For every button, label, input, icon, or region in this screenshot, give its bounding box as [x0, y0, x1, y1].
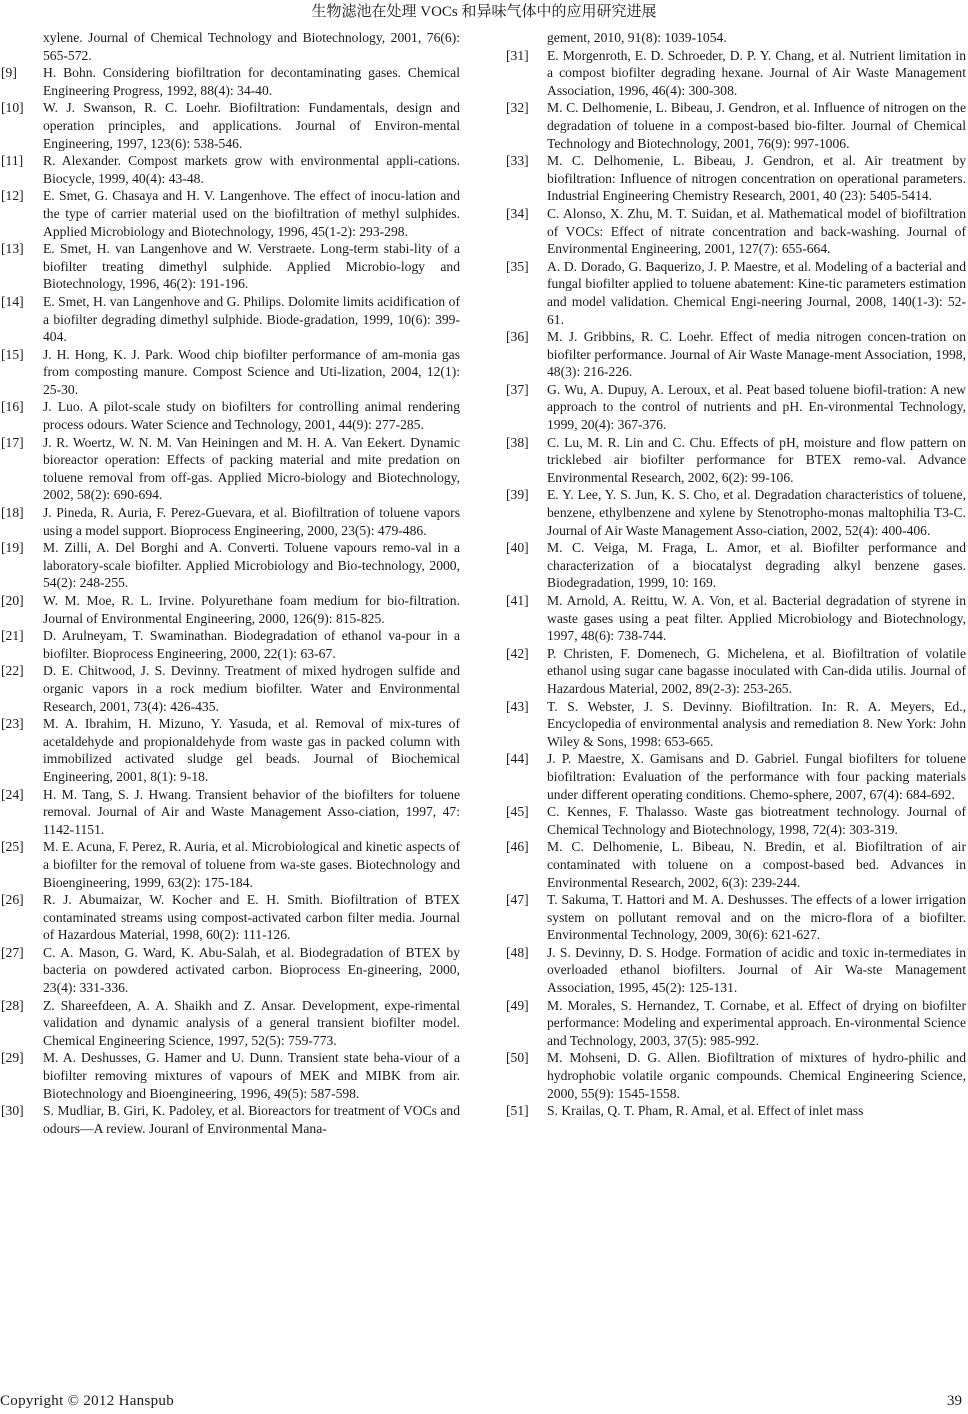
reference-number: [11]	[1, 153, 24, 169]
reference-number: [15]	[1, 346, 24, 362]
reference-text: D. E. Chitwood, J. S. Devinny. Treatment of mixed hydrogen sulfide and organic vapors in a rock medium biofilter. Water and Environmental Research, 2001, 73(4): 426-435.	[43, 663, 460, 714]
reference-text: M. C. Delhomenie, L. Bibeau, N. Bredin, et al. Biofiltration of air contaminated with toluene on a compost-based bed. Advances in Environmental Research, 2002, 6(3): 239-244.	[547, 839, 966, 890]
reference-entry	[0, 504, 460, 539]
reference-number: [35]	[506, 258, 529, 274]
reference-text: D. Arulneyam, T. Swaminathan. Biodegradation of ethanol va-pour in a biofilter. Bioprocess Engineering, 2000, 22(1): 63-67.	[43, 628, 460, 661]
reference-number: [32]	[506, 100, 529, 116]
reference-text: J. P. Maestre, X. Gamisans and D. Gabriel. Fungal biofilters for toluene biofiltration: Evaluation of the performance with four packing materials under different operating conditions. Chemo-sphere, 2007, 67(4): 684-692.	[547, 751, 966, 802]
reference-continuation: gement, 2010, 91(8): 1039-1054.	[547, 30, 727, 45]
reference-entry	[0, 346, 460, 399]
reference-entry	[0, 997, 460, 1050]
reference-number: [12]	[1, 188, 24, 204]
reference-number: [34]	[506, 205, 529, 221]
reference-entry	[0, 187, 460, 240]
reference-entry	[506, 258, 966, 328]
reference-entry	[506, 486, 966, 539]
reference-number: [45]	[506, 804, 529, 820]
reference-entry	[506, 328, 966, 381]
reference-entry	[0, 240, 460, 293]
reference-text: Z. Shareefdeen, A. A. Shaikh and Z. Ansar. Development, expe-rimental validation and dynamic analysis of a general transient biofilter model. Chemical Engineering Science, 1997, 52(5): 759-773.	[43, 997, 460, 1048]
reference-number: [36]	[506, 329, 529, 345]
reference-text: E. Smet, G. Chasaya and H. V. Langenhove. The effect of inocu-lation and the type of carrier material used on the biofiltration of methyl sulphides. Applied Microbiology and Biotechnology, 1996, 45(1-2): 293-298.	[43, 188, 460, 239]
reference-text: J. S. Devinny, D. S. Hodge. Formation of acidic and toxic in-termediates in overloaded ethanol biofilters. Journal of Air Wa-ste Management Association, 1995, 45(2): 125-131.	[547, 944, 966, 996]
reference-text: M. Morales, S. Hernandez, T. Cornabe, et al. Effect of drying on biofilter performance: Modeling and experimental approach. En-vironmental Science and Technology, 2003, 37(5): 985-992.	[547, 997, 966, 1048]
reference-entry	[506, 750, 966, 803]
reference-entry	[0, 592, 460, 627]
reference-entry	[506, 47, 966, 100]
reference-number: [18]	[1, 505, 24, 521]
reference-entry	[0, 627, 460, 662]
reference-number: [50]	[506, 1050, 529, 1066]
reference-text: C. Lu, M. R. Lin and C. Chu. Effects of pH, moisture and flow pattern on tricklebed air biofilter performance for BTEX remo-val. Advance Environmental Research, 2002, 6(2): 99-106.	[547, 434, 966, 485]
reference-number: [42]	[506, 645, 529, 661]
reference-number: [30]	[1, 1103, 24, 1119]
reference-entry	[0, 398, 460, 433]
reference-entry	[506, 997, 966, 1050]
reference-text: J. Pineda, R. Auria, F. Perez-Guevara, et al. Biofiltration of toluene vapors using a model support. Bioprocess Engineering, 2000, 23(5): 479-486.	[43, 505, 460, 538]
reference-number: [39]	[506, 487, 529, 503]
reference-number: [44]	[506, 751, 529, 767]
reference-entry	[506, 891, 966, 944]
reference-text: J. Luo. A pilot-scale study on biofilters for controlling animal rendering process odours. Water Science and Technology, 2001, 44(9): 277-285.	[43, 399, 460, 433]
reference-entry	[506, 152, 966, 205]
reference-text: H. Bohn. Considering biofiltration for decontaminating gases. Chemical Engineering Progress, 1992, 88(4): 34-40.	[43, 65, 460, 98]
reference-entry	[0, 99, 460, 152]
reference-entry	[506, 592, 966, 645]
reference-text: J. H. Hong, K. J. Park. Wood chip biofilter performance of am-monia gas from composting manure. Compost Science and Uti-lization, 2004, 12(1): 25-30.	[43, 346, 460, 397]
reference-entry	[0, 1102, 460, 1137]
reference-text: M. C. Delhomenie, L. Bibeau, J. Gendron, et al. Air treatment by biofiltration: Influence of nitrogen concentration on operational parameters. Industrial Engineering Chemistry Research, 2001, 40 (23): 5405-5414.	[547, 153, 966, 204]
reference-number: [16]	[1, 399, 24, 415]
reference-entry	[0, 662, 460, 715]
reference-text: M. C. Delhomenie, L. Bibeau, J. Gendron, et al. Influence of nitrogen on the degradation of toluene in a compost-based bio-filter. Journal of Chemical Technology and Biotechnology, 2001, 76(9): 997-1006.	[547, 100, 966, 151]
reference-number: [46]	[506, 839, 529, 855]
reference-number: [31]	[506, 47, 529, 63]
right-column	[506, 29, 966, 1120]
reference-entry	[0, 293, 460, 346]
reference-number: [29]	[1, 1050, 24, 1066]
left-column	[0, 29, 460, 1137]
reference-number: [17]	[1, 434, 24, 450]
reference-number: [14]	[1, 293, 24, 309]
reference-entry	[0, 434, 460, 504]
reference-entry	[0, 786, 460, 839]
reference-entry	[0, 715, 460, 785]
page-number: 39	[947, 1393, 962, 1409]
reference-text: M. A. Deshusses, G. Hamer and U. Dunn. Transient state beha-viour of a biofilter removing mixtures of vapours of MEK and MIBK from air. Biotechnology and Bioengineering, 1996, 49(5): 587-598.	[43, 1050, 460, 1101]
reference-text: M. Arnold, A. Reittu, W. A. Von, et al. Bacterial degradation of styrene in waste gases using a peat filter. Applied Microbiology and Biotechnology, 1997, 48(6): 738-744.	[547, 593, 966, 644]
reference-text: E. Morgenroth, E. D. Schroeder, D. P. Y. Chang, et al. Nutrient limitation in a compost biofilter degrading hexane. Journal of Air Waste Management Association, 1996, 46(4): 300-308.	[547, 47, 966, 98]
reference-text: C. A. Mason, G. Ward, K. Abu-Salah, et al. Biodegradation of BTEX by bacteria on powdered activated carbon. Bioprocess En-gineering, 2000, 23(4): 331-336.	[43, 944, 460, 996]
reference-text: T. Sakuma, T. Hattori and M. A. Deshusses. The effects of a lower irrigation system on pollutant removal and on the micro-flora of a biofilter. Environmental Technology, 2009, 30(6): 621-627.	[547, 892, 966, 943]
reference-entry	[506, 99, 966, 152]
reference-text: M. E. Acuna, F. Perez, R. Auria, et al. Microbiological and kinetic aspects of a biofilter for the removal of toluene from wa-ste gases. Biotechnology and Bioengineering, 1999, 63(2): 175-184.	[43, 839, 460, 890]
reference-entry	[506, 698, 966, 751]
reference-entry	[0, 539, 460, 592]
reference-number: [49]	[506, 997, 529, 1013]
reference-text: E. Smet, H. van Langenhove and G. Philips. Dolomite limits acidification of a biofilter degrading dimethyl sulphide. Biode-gradation, 1999, 10(6): 399-404.	[43, 293, 460, 345]
reference-entry	[506, 838, 966, 891]
reference-text: R. J. Abumaizar, W. Kocher and E. H. Smith. Biofiltration of BTEX contaminated streams using compost-activated carbon filter media. Journal of Hazardous Material, 1998, 60(2): 111-126.	[43, 892, 460, 943]
reference-list-right	[506, 47, 966, 1120]
reference-text: A. D. Dorado, G. Baquerizo, J. P. Maestre, et al. Modeling of a bacterial and fungal biofilter applied to toluene abatement: Kine-tic parameters estimation and model validation. Chemical Engi-neering Journal, 2008, 140(1-3): 52-61.	[547, 258, 966, 327]
reference-text: M. A. Ibrahim, H. Mizuno, Y. Yasuda, et al. Removal of mix-tures of acetaldehyde and propionaldehyde from waste gas in packed column with immobilized activated sludge gel beads. Journal of Biochemical Engineering, 2001, 8(1): 9-18.	[43, 716, 460, 784]
reference-entry	[506, 803, 966, 838]
reference-text: W. J. Swanson, R. C. Loehr. Biofiltration: Fundamentals, design and operation principles, and applications. Journal of Environ-mental Engineering, 1997, 123(6): 538-546.	[43, 100, 460, 151]
reference-entry	[506, 1102, 966, 1120]
copyright-notice: Copyright © 2012 Hanspub	[0, 1393, 175, 1409]
reference-text: C. Kennes, F. Thalasso. Waste gas biotreatment technology. Journal of Chemical Technology and Biotechnology, 1998, 72(4): 303-319.	[547, 804, 966, 837]
reference-number: [27]	[1, 944, 24, 960]
reference-number: [25]	[1, 839, 24, 855]
reference-number: [10]	[1, 100, 24, 116]
reference-text: M. C. Veiga, M. Fraga, L. Amor, et al. Biofilter performance and characterization of a biocatalyst degrading alkyl benzene gases. Biodegradation, 1999, 10: 169.	[547, 540, 966, 591]
reference-entry	[506, 381, 966, 434]
reference-entry	[0, 1049, 460, 1102]
reference-number: [26]	[1, 892, 24, 908]
reference-entry	[0, 64, 460, 99]
reference-text: W. M. Moe, R. L. Irvine. Polyurethane foam medium for bio-filtration. Journal of Environmental Engineering, 2000, 126(9): 815-825.	[43, 593, 460, 626]
reference-number: [41]	[506, 593, 529, 608]
reference-number: [20]	[1, 593, 24, 608]
reference-number: [24]	[1, 786, 24, 802]
reference-number: [47]	[506, 892, 529, 908]
reference-text: P. Christen, F. Domenech, G. Michelena, et al. Biofiltration of volatile ethanol using sugar cane bagasse inoculated with Can-dida utilis. Journal of Hazardous Material, 2002, 89(2-3): 253-265.	[547, 645, 966, 696]
reference-entry	[0, 152, 460, 187]
reference-entry	[0, 891, 460, 944]
reference-text: E. Smet, H. van Langenhove and W. Verstraete. Long-term stabi-lity of a biofilter treating dimethyl sulphide. Applied Microbio-logy and Biotechnology, 1996, 46(2): 191-196.	[43, 241, 460, 292]
reference-text: C. Alonso, X. Zhu, M. T. Suidan, et al. Mathematical model of biofiltration of VOCs: Effect of nitrate concentration and back-washing. Journal of Environmental Engineering, 2001, 127(7): 655-664.	[547, 205, 966, 257]
reference-entry	[506, 645, 966, 698]
reference-entry	[0, 944, 460, 997]
reference-number: [40]	[506, 540, 529, 556]
reference-text: E. Y. Lee, Y. S. Jun, K. S. Cho, et al. Degradation characteristics of toluene, benzene, ethylbenzene and xylene by Stenotropho-monas maltophilia T3-C. Journal of Air Waste Management Asso-ciation, 2002, 52(4): 400-406.	[547, 487, 966, 538]
reference-text: H. M. Tang, S. J. Hwang. Transient behavior of the biofilters for toluene removal. Journal of Air and Waste Management Asso-ciation, 1997, 47: 1142-1151.	[43, 786, 460, 837]
reference-number: [33]	[506, 153, 529, 169]
reference-number: [51]	[506, 1103, 529, 1119]
reference-list-left	[0, 64, 460, 1137]
reference-number: [21]	[1, 628, 24, 644]
reference-entry	[506, 434, 966, 487]
reference-text: M. Mohseni, D. G. Allen. Biofiltration of mixtures of hydro-philic and hydrophobic volatile organic compounds. Chemical Engineering Science, 2000, 55(9): 1545-1558.	[547, 1050, 966, 1101]
reference-number: [28]	[1, 997, 24, 1013]
reference-number: [37]	[506, 381, 529, 397]
reference-text: G. Wu, A. Dupuy, A. Leroux, et al. Peat based toluene biofil-tration: A new approach to the control of nutrients and pH. En-vironmental Technology, 1999, 20(4): 367-376.	[547, 381, 966, 433]
reference-entry	[0, 838, 460, 891]
reference-number: [48]	[506, 944, 529, 960]
reference-text: S. Mudliar, B. Giri, K. Padoley, et al. Bioreactors for treatment of VOCs and odours—A review. Jouranl of Environmental Mana-	[43, 1103, 460, 1136]
reference-text: T. S. Webster, J. S. Devinny. Biofiltration. In: R. A. Meyers, Ed., Encyclopedia of environmental analysis and remediation 8. New York: John Wiley & Sons, 1998: 653-665.	[547, 698, 966, 749]
reference-number: [9]	[1, 65, 17, 81]
reference-text: J. R. Woertz, W. N. M. Van Heiningen and M. H. A. Van Eekert. Dynamic bioreactor operation: Effects of packing material and mite predation on toluene removal from off-gas. Applied Micro-biology and Biotechnology, 2002, 58(2): 690-694.	[43, 434, 460, 503]
reference-continuation: xylene. Journal of Chemical Technology and Biotechnology, 2001, 76(6): 565-572.	[43, 30, 460, 63]
reference-entry	[506, 944, 966, 997]
reference-text: M. Zilli, A. Del Borghi and A. Converti. Toluene vapours remo-val in a laboratory-scale biofilter. Applied Microbiology and Bio-technology, 2000, 54(2): 248-255.	[43, 540, 460, 591]
reference-number: [13]	[1, 241, 24, 257]
reference-number: [43]	[506, 698, 529, 714]
reference-number: [38]	[506, 434, 529, 450]
reference-text: S. Krailas, Q. T. Pham, R. Amal, et al. Effect of inlet mass	[547, 1103, 864, 1119]
reference-entry	[506, 539, 966, 592]
reference-entry	[506, 205, 966, 258]
reference-text: R. Alexander. Compost markets grow with environmental appli-cations. Biocycle, 1999, 40(4): 43-48.	[43, 153, 460, 186]
reference-text: M. J. Gribbins, R. C. Loehr. Effect of media nitrogen concen-tration on biofilter performance. Journal of Air Waste Manage-ment Association, 1998, 48(3): 216-226.	[547, 329, 966, 380]
reference-number: [22]	[1, 663, 24, 679]
running-header: 生物滤池在处理 VOCs 和异味气体中的应用研究进展	[311, 4, 657, 20]
reference-entry	[506, 1049, 966, 1102]
reference-number: [23]	[1, 716, 24, 732]
reference-number: [19]	[1, 540, 24, 556]
